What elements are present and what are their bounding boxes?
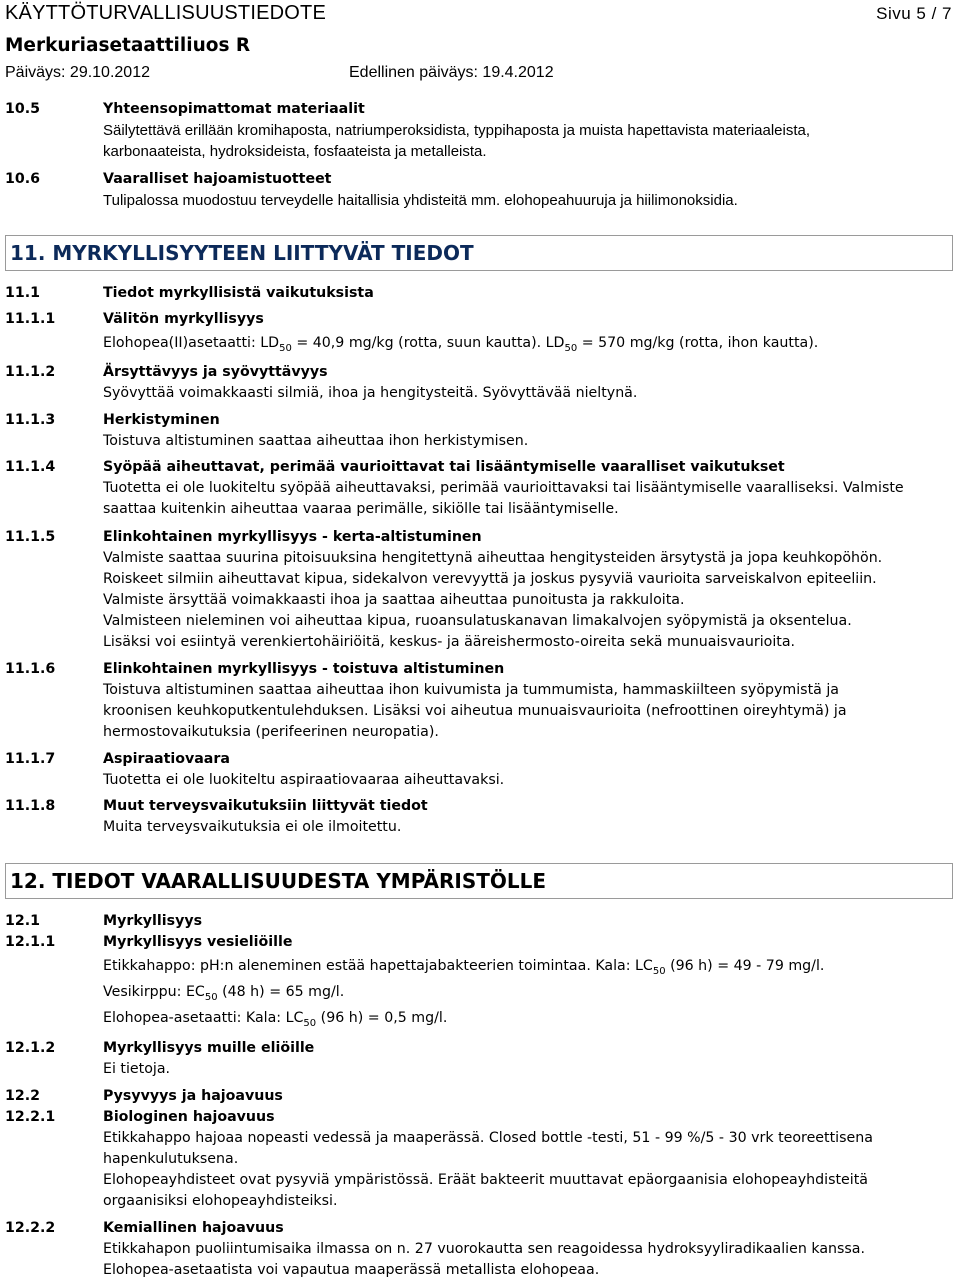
section-number: 11.1.8 (5, 798, 56, 814)
section-title: Aspiraatiovaara (103, 751, 230, 767)
section-title: Biologinen hajoavuus (103, 1109, 275, 1125)
section-number: 12.1.2 (5, 1040, 56, 1056)
section-title: Myrkyllisyys (103, 913, 203, 929)
text-line: orgaanisiksi elohopeayhdisteiksi. (103, 1193, 338, 1209)
text-line: Lisäksi voi esiintyä verenkiertohäiriöitä, keskus- ja ääreishermosto-oireita sekä munuaisvaurioita. (103, 634, 796, 650)
section-number: 12.2.1 (5, 1109, 56, 1125)
section-11-heading-box (5, 235, 953, 271)
product-name: Merkuriasetaattiliuos R (5, 35, 251, 56)
section-number: 11.1 (5, 285, 41, 301)
section-title: Herkistyminen (103, 412, 220, 428)
text-line: Etikkahapon puoliintumisaika ilmassa on n. 27 vuorokautta sen reagoidessa hydroksyyliradikaalien kanssa. (103, 1241, 865, 1257)
section-title: Pysyvyys ja hajoavuus (103, 1088, 283, 1104)
text-line: Tuotetta ei ole luokiteltu syöpää aiheuttavaksi, perimää vaurioittavaksi tai lisääntymiselle vaaralliseksi. Valmiste (103, 480, 904, 496)
text-line: Valmisteen nieleminen voi aiheuttaa kipua, ruoansulatuskanavan limakalvojen syöpymistä ja oksentelua. (103, 613, 852, 629)
previous-date: Edellinen päiväys: 19.4.2012 (349, 64, 554, 81)
text-line: Elohopeayhdisteet ovat pysyviä ympäristössä. Eräät bakteerit muuttavat epäorgaanisia elohopeayhdisteitä (103, 1172, 868, 1188)
section-number: 10.5 (5, 101, 41, 117)
text-line: hermostovaikutuksia (perifeerinen neuropatia). (103, 724, 439, 740)
section-title: Elinkohtainen myrkyllisyys - toistuva altistuminen (103, 661, 505, 677)
section-title: Yhteensopimattomat materiaalit (103, 101, 365, 117)
section-number: 11.1.1 (5, 311, 56, 327)
section-number: 11.1.6 (5, 661, 56, 677)
text-line: Toistuva altistuminen saattaa aiheuttaa ihon kuivumista ja tummumista, hammaskiilteen syöpymistä ja (103, 682, 839, 698)
section-title: Vaaralliset hajoamistuotteet (103, 171, 332, 187)
section-heading: 12. TIEDOT VAARALLISUUDESTA YMPÄRISTÖLLE (10, 869, 547, 893)
section-number: 12.2 (5, 1088, 41, 1104)
section-number: 12.1.1 (5, 934, 56, 950)
section-number: 11.1.4 (5, 459, 56, 475)
section-title: Myrkyllisyys muille eliöille (103, 1040, 315, 1056)
section-title: Elinkohtainen myrkyllisyys - kerta-altistuminen (103, 529, 482, 545)
text-line: Tuotetta ei ole luokiteltu aspiraatiovaaraa aiheuttavaksi. (103, 772, 505, 788)
text-line: Muita terveysvaikutuksia ei ole ilmoitettu. (103, 819, 402, 835)
section-number: 12.2.2 (5, 1220, 56, 1236)
section-number: 10.6 (5, 171, 41, 187)
text-line: Syövyttää voimakkaasti silmiä, ihoa ja hengitysteitä. Syövyttävää nieltynä. (103, 385, 638, 401)
text-line: hapenkulutuksena. (103, 1151, 239, 1167)
section-title: Tiedot myrkyllisistä vaikutuksista (103, 285, 374, 301)
text-line: Valmiste ärsyttää voimakkaasti ihoa ja saattaa aiheuttaa punoitusta ja rakkuloita. (103, 592, 685, 608)
text-line: kroonisen keuhkoputkentulehduksen. Lisäksi voi aiheutua munuaisvaurioita (nefroottinen oireyhtymä) ja (103, 703, 847, 719)
text-line: Ei tietoja. (103, 1061, 171, 1077)
text-line: Elohopea-asetaatista voi vapautua maaperässä metallista elohopeaa. (103, 1262, 600, 1278)
text-line: karbonaateista, hydroksideista, fosfaateista ja metalleista. (103, 143, 487, 160)
text-line: Roiskeet silmiin aiheuttavat kipua, sidekalvon verevyyttä ja joskus pysyviä vaurioita sarveiskalvon epiteeliin. (103, 571, 877, 587)
ld50-line: Elohopea(II)asetaatti: $LD_{50} = 40,9$ mg/kg (rotta, suun kautta). $LD_{50} = 570$ mg/kg (rotta, ihon kautta). (103, 335, 819, 354)
section-number: 11.1.7 (5, 751, 56, 767)
lc50-line: Etikkahappo: pH:n aleneminen estää hapettajabakteerien toimintaa. Kala: $LC_{50}$ (96 h) = 49 - 79 mg/l. (103, 958, 825, 977)
section-title: Syöpää aiheuttavat, perimää vaurioittavat tai lisääntymiselle vaaralliset vaikutukset (103, 459, 785, 475)
section-title: Muut terveysvaikutuksiin liittyvät tiedot (103, 798, 428, 814)
document-type-title: KÄYTTÖTURVALLISUUSTIEDOTE (5, 2, 326, 24)
section-number: 11.1.5 (5, 529, 56, 545)
page-number: Sivu 5 / 7 (876, 4, 952, 23)
section-title: Välitön myrkyllisyys (103, 311, 264, 327)
text-line: Säilytettävä erillään kromihaposta, natriumperoksidista, typpihaposta ja muista hapettavista materiaaleista, (103, 122, 811, 139)
section-title: Kemiallinen hajoavuus (103, 1220, 284, 1236)
text-line: Etikkahappo hajoaa nopeasti vedessä ja maaperässä. Closed bottle -testi, 51 - 99 %/5 - 30 vrk teoreettisena (103, 1130, 873, 1146)
text-line: saattaa kuitenkin aiheuttaa vaaraa perimälle, sikiölle tai lisääntymiselle. (103, 501, 619, 517)
section-heading: 11. MYRKYLLISYYTEEN LIITTYVÄT TIEDOT (10, 241, 474, 265)
section-title: Myrkyllisyys vesieliöille (103, 934, 293, 950)
section-number: 12.1 (5, 913, 41, 929)
ec50-line: Vesikirppu: $EC_{50}$ (48 h) = 65 mg/l. (103, 984, 345, 1003)
lc50-line: Elohopea-asetaatti: Kala: $LC_{50}$ (96 h) = 0,5 mg/l. (103, 1010, 448, 1029)
section-12-heading-box (5, 863, 953, 899)
text-line: Tulipalossa muodostuu terveydelle haitallisia yhdisteitä mm. elohopeahuuruja ja hiilimonoksidia. (103, 192, 738, 209)
section-number: 11.1.2 (5, 364, 56, 380)
section-number: 11.1.3 (5, 412, 56, 428)
section-title: Ärsyttävyys ja syövyttävyys (103, 364, 328, 380)
text-line: Toistuva altistuminen saattaa aiheuttaa ihon herkistymisen. (103, 433, 529, 449)
document-date: Päiväys: 29.10.2012 (5, 64, 150, 81)
text-line: Valmiste saattaa suurina pitoisuuksina hengitettynä aiheuttaa hengitysteiden ärsytystä ja jopa keuhkopöhön. (103, 550, 883, 566)
